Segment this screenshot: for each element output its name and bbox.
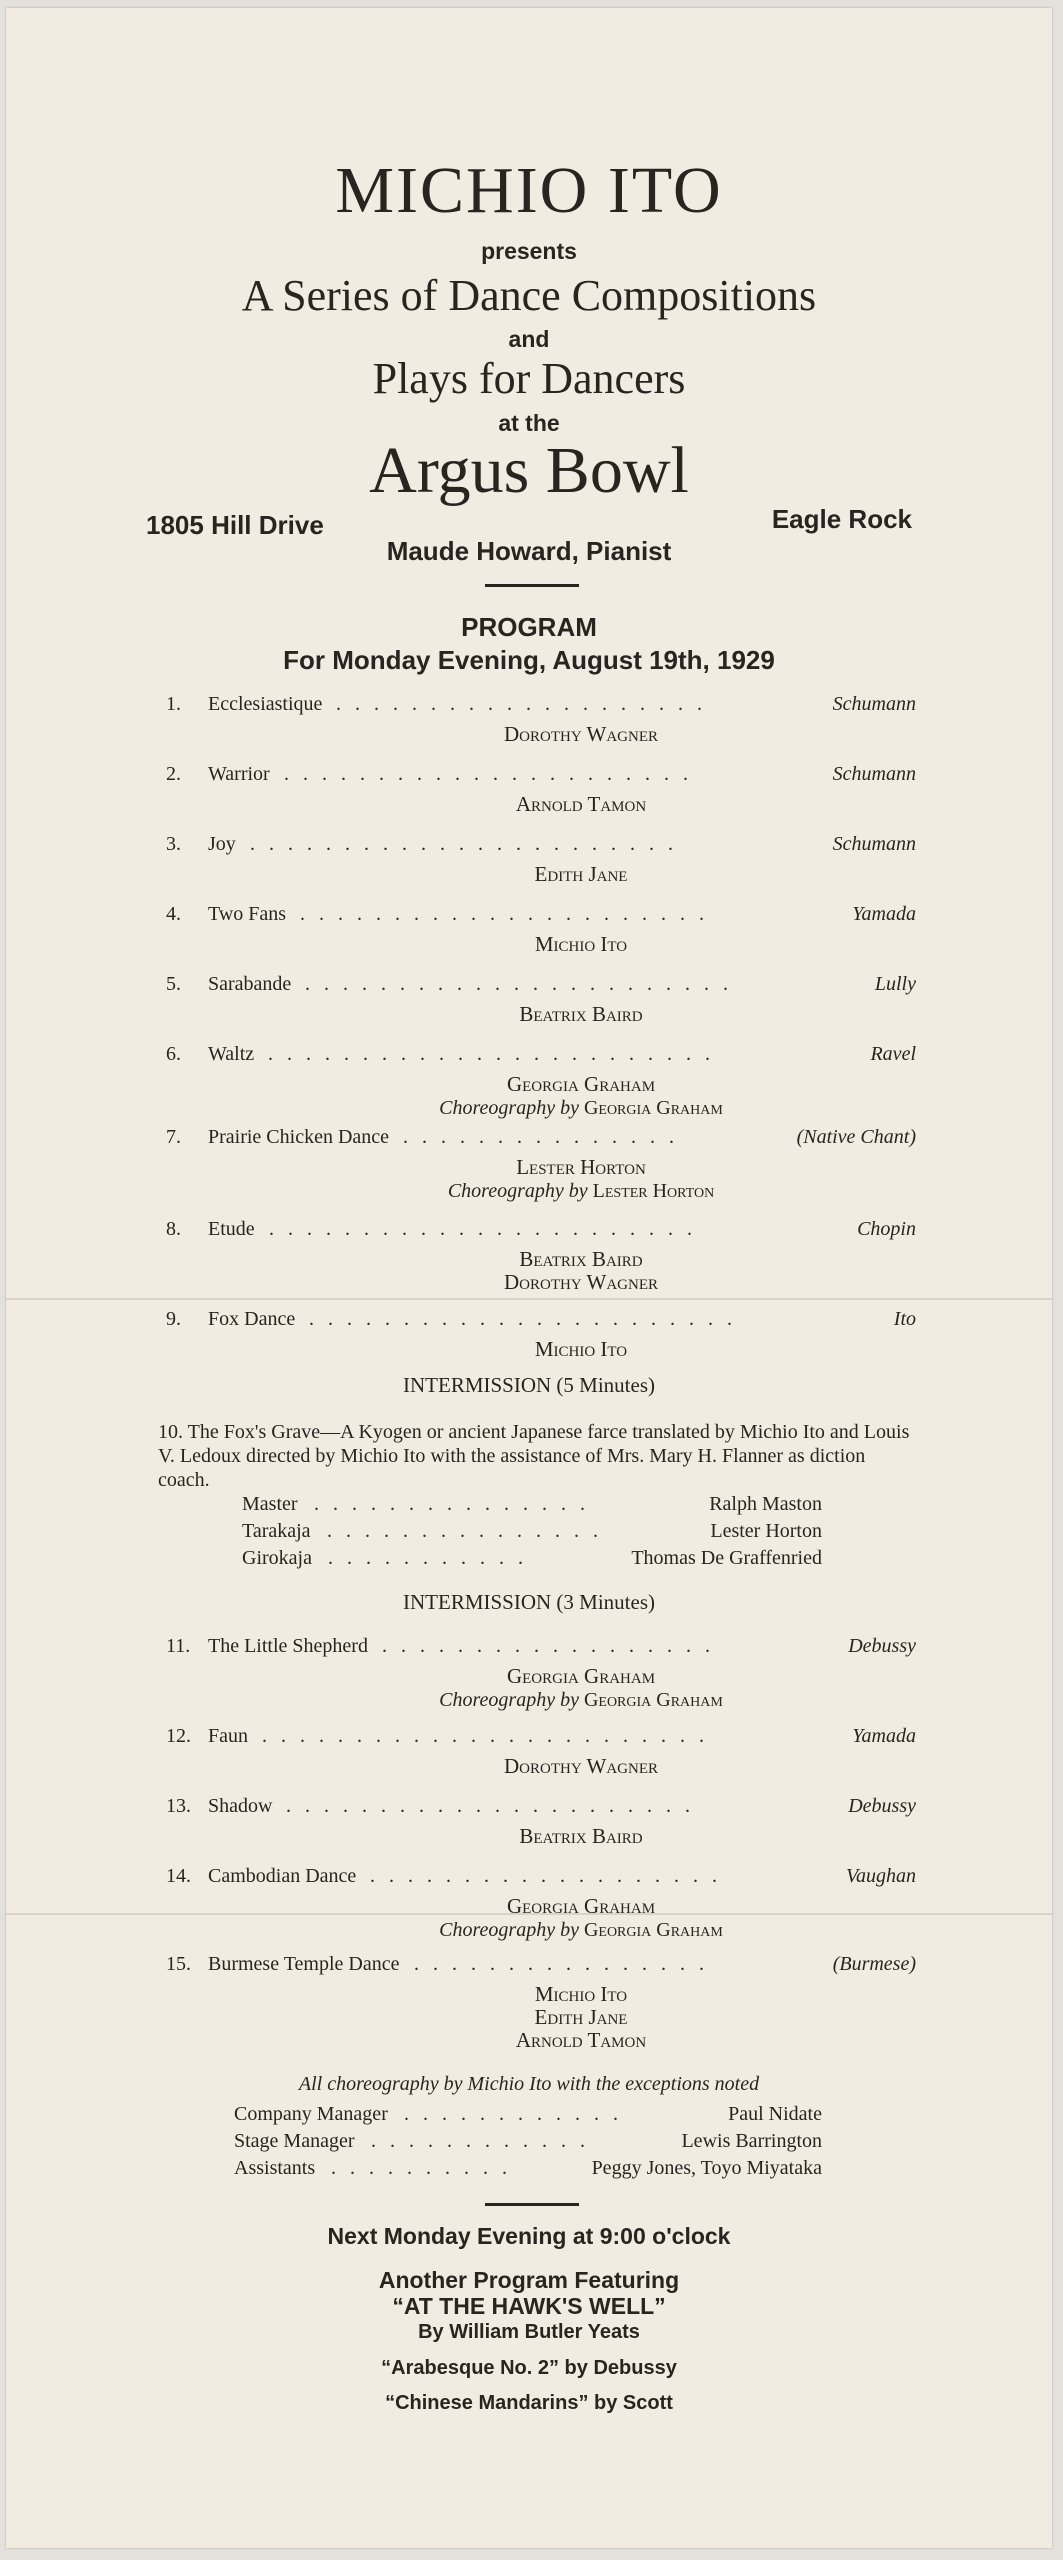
item-number: 14. xyxy=(166,1865,191,1887)
intermission-1: INTERMISSION (5 Minutes) xyxy=(403,1373,655,1397)
program-item xyxy=(166,903,916,956)
item-title: Joy xyxy=(208,833,236,855)
item-10 xyxy=(158,1420,918,1492)
leader-dots: ...................... xyxy=(286,1795,704,1817)
item-performer: Georgia Graham xyxy=(506,1072,656,1096)
item-number: 7. xyxy=(166,1126,181,1148)
next-program-play-title: “AT THE HAWK'S WELL” xyxy=(392,2293,666,2319)
item-10-text: The Fox's Grave—A Kyogen or ancient Japanese farce translated by Michio Ito and Louis V. Ledoux directed by Michio Ito with the assistance of Mrs. Mary H. Flanner as diction coach. xyxy=(158,1421,910,1491)
divider-rule xyxy=(485,584,579,587)
item-performer: Arnold Tamon xyxy=(515,792,647,816)
item-performer: Dorothy Wagner xyxy=(503,1754,659,1778)
and-label: and xyxy=(508,326,550,352)
item-performer: Beatrix Baird xyxy=(519,1824,643,1848)
series-title: A Series of Dance Compositions xyxy=(241,271,817,320)
item-number: 15. xyxy=(166,1953,191,1975)
staff-row xyxy=(234,2130,822,2157)
choreographer-name: Georgia Graham xyxy=(583,1097,723,1119)
item-title: Faun xyxy=(208,1725,248,1747)
program-item xyxy=(166,1953,916,2052)
item-title: Fox Dance xyxy=(208,1308,296,1330)
program-item xyxy=(166,973,916,1026)
choreography-prefix: Choreography by xyxy=(439,1097,579,1119)
pianist-credit: Maude Howard, Pianist xyxy=(386,536,672,566)
item-title: Etude xyxy=(208,1218,255,1240)
choreographer-name: Georgia Graham xyxy=(583,1689,723,1711)
presenter-name: MICHIO ITO xyxy=(335,154,723,227)
item-choreography xyxy=(166,1096,916,1120)
at-the-label: at the xyxy=(498,410,560,436)
staff-row-role: Assistants xyxy=(234,2157,316,2179)
leader-dots: ................... xyxy=(370,1865,731,1887)
item-performer: Dorothy Wagner xyxy=(503,722,659,746)
program-item-row xyxy=(166,763,916,793)
leader-dots: ...................... xyxy=(284,763,702,785)
item-number: 1. xyxy=(166,693,181,715)
cast-row xyxy=(242,1547,822,1574)
item-performer: Dorothy Wagner xyxy=(503,1270,659,1294)
next-program-date: Next Monday Evening at 9:00 o'clock xyxy=(327,2223,731,2249)
program-date: For Monday Evening, August 19th, 1929 xyxy=(283,645,775,675)
item-number: 5. xyxy=(166,973,181,995)
leader-dots: ........... xyxy=(328,1547,537,1569)
program-item xyxy=(166,1795,916,1848)
item-title: The Little Shepherd xyxy=(208,1635,368,1657)
cast-row-name: Lester Horton xyxy=(710,1520,822,1542)
item-choreography xyxy=(166,1918,916,1942)
fold-crease xyxy=(6,1298,1052,1300)
item-composer: Chopin xyxy=(857,1218,916,1240)
program-item-row xyxy=(166,1635,916,1665)
program-item-row xyxy=(166,693,916,723)
item-number: 6. xyxy=(166,1043,181,1065)
program-item-row xyxy=(166,1043,916,1073)
program-item xyxy=(166,1865,916,1942)
leader-dots: ........................ xyxy=(268,1043,724,1065)
address-city: Eagle Rock xyxy=(771,504,912,534)
item-10-number: 10. xyxy=(158,1421,183,1443)
item-composer: Schumann xyxy=(832,693,916,715)
staff-row xyxy=(234,2157,822,2184)
program-item xyxy=(166,1043,916,1120)
leader-dots: .................. xyxy=(382,1635,724,1657)
cast-row-name: Thomas De Graffenried xyxy=(631,1547,822,1569)
item-performer: Georgia Graham xyxy=(506,1894,656,1918)
program-item xyxy=(166,763,916,816)
leader-dots: ............... xyxy=(314,1493,599,1515)
item-title: Sarabande xyxy=(208,973,292,995)
leader-dots: ....................... xyxy=(250,833,687,855)
staff-row-name: Peggy Jones, Toyo Miyataka xyxy=(591,2157,822,2179)
item-performer: Georgia Graham xyxy=(506,1664,656,1688)
item-number: 11. xyxy=(166,1635,191,1657)
staff-row xyxy=(234,2103,822,2130)
item-number: 4. xyxy=(166,903,181,925)
item-performer: Edith Jane xyxy=(534,2005,628,2029)
leader-dots: ........................ xyxy=(262,1725,718,1747)
program-item-row xyxy=(166,1865,916,1895)
divider-rule xyxy=(485,2203,579,2206)
item-number: 13. xyxy=(166,1795,191,1817)
item-composer: Vaughan xyxy=(846,1865,916,1887)
item-performer: Michio Ito xyxy=(534,1982,628,2006)
choreography-note: All choreography by Michio Ito with the exceptions noted xyxy=(298,2073,760,2095)
leader-dots: ............... xyxy=(327,1520,612,1542)
item-title: Shadow xyxy=(208,1795,273,1817)
program-item-row xyxy=(166,1725,916,1755)
venue-name: Argus Bowl xyxy=(369,434,689,507)
program-item xyxy=(166,1308,916,1361)
item-composer: (Burmese) xyxy=(832,1953,916,1975)
cast-list xyxy=(242,1493,822,1574)
program-item-row xyxy=(166,833,916,863)
item-performer: Lester Horton xyxy=(516,1155,646,1179)
program-item-row xyxy=(166,1126,916,1156)
staff-list xyxy=(234,2103,822,2184)
program-item-row xyxy=(166,973,916,1003)
program-sheet xyxy=(6,8,1052,2548)
plays-title: Plays for Dancers xyxy=(372,354,686,403)
leader-dots: ............... xyxy=(403,1126,688,1148)
item-performer: Michio Ito xyxy=(534,932,628,956)
item-composer: Lully xyxy=(874,973,916,995)
item-performer: Arnold Tamon xyxy=(515,2028,647,2052)
program-item-row xyxy=(166,1218,916,1248)
program-item xyxy=(166,693,916,746)
leader-dots: .......... xyxy=(331,2157,521,2179)
presents-label: presents xyxy=(481,238,577,264)
leader-dots: ....................... xyxy=(305,973,742,995)
next-program-piece-1: “Arabesque No. 2” by Debussy xyxy=(381,2357,677,2379)
item-title: Two Fans xyxy=(208,903,287,925)
item-composer: Yamada xyxy=(852,1725,916,1747)
item-composer: Schumann xyxy=(832,833,916,855)
staff-row-name: Lewis Barrington xyxy=(681,2130,822,2152)
item-number: 3. xyxy=(166,833,181,855)
item-composer: (Native Chant) xyxy=(796,1126,916,1148)
item-composer: Ravel xyxy=(870,1043,916,1065)
item-choreography xyxy=(166,1179,916,1203)
item-composer: Schumann xyxy=(832,763,916,785)
choreography-prefix: Choreography by xyxy=(447,1180,588,1202)
choreographer-name: Lester Horton xyxy=(592,1180,715,1202)
intermission-2: INTERMISSION (3 Minutes) xyxy=(403,1590,655,1614)
item-number: 8. xyxy=(166,1218,181,1240)
choreography-prefix: Choreography by xyxy=(439,1919,579,1941)
leader-dots: ............ xyxy=(371,2130,599,2152)
leader-dots: .................... xyxy=(336,693,716,715)
program-item xyxy=(166,833,916,886)
leader-dots: ................ xyxy=(414,1953,718,1975)
next-program-author: By William Butler Yeats xyxy=(418,2321,640,2343)
cast-row xyxy=(242,1493,822,1520)
choreography-prefix: Choreography by xyxy=(439,1689,579,1711)
item-title: Burmese Temple Dance xyxy=(208,1953,400,1975)
cast-row-role: Tarakaja xyxy=(242,1520,311,1542)
program-item-row xyxy=(166,1308,916,1338)
cast-row-name: Ralph Maston xyxy=(709,1493,822,1515)
leader-dots: ...................... xyxy=(300,903,718,925)
leader-dots: ....................... xyxy=(269,1218,706,1240)
program-item xyxy=(166,1635,916,1712)
item-composer: Yamada xyxy=(852,903,916,925)
leader-dots: ....................... xyxy=(309,1308,746,1330)
item-performer: Beatrix Baird xyxy=(519,1002,643,1026)
program-item xyxy=(166,1126,916,1203)
program-item xyxy=(166,1725,916,1778)
cast-row-role: Girokaja xyxy=(242,1547,312,1569)
item-title: Cambodian Dance xyxy=(208,1865,357,1887)
cast-row xyxy=(242,1520,822,1547)
program-item-row xyxy=(166,1953,916,1983)
item-composer: Debussy xyxy=(848,1635,916,1657)
item-number: 12. xyxy=(166,1725,191,1747)
item-title: Ecclesiastique xyxy=(208,693,323,715)
staff-row-role: Stage Manager xyxy=(234,2130,355,2152)
next-program-featuring: Another Program Featuring xyxy=(378,2267,680,2293)
program-item-row xyxy=(166,903,916,933)
item-number: 2. xyxy=(166,763,181,785)
staff-row-name: Paul Nidate xyxy=(728,2103,822,2125)
item-title: Prairie Chicken Dance xyxy=(208,1126,390,1148)
program-item xyxy=(166,1218,916,1294)
program-item-row xyxy=(166,1795,916,1825)
staff-row-role: Company Manager xyxy=(234,2103,388,2125)
item-choreography xyxy=(166,1688,916,1712)
item-composer: Debussy xyxy=(848,1795,916,1817)
item-title: Waltz xyxy=(208,1043,255,1065)
item-performer: Michio Ito xyxy=(534,1337,628,1361)
cast-row-role: Master xyxy=(242,1493,298,1515)
address-street: 1805 Hill Drive xyxy=(146,510,324,540)
item-composer: Ito xyxy=(893,1308,916,1330)
item-performer: Beatrix Baird xyxy=(519,1247,643,1271)
choreographer-name: Georgia Graham xyxy=(583,1919,723,1941)
leader-dots: ............ xyxy=(404,2103,632,2125)
next-program-piece-2: “Chinese Mandarins” by Scott xyxy=(385,2392,673,2414)
item-title: Warrior xyxy=(208,763,270,785)
program-heading: PROGRAM xyxy=(461,612,597,642)
item-number: 9. xyxy=(166,1308,181,1330)
item-performer: Edith Jane xyxy=(534,862,628,886)
